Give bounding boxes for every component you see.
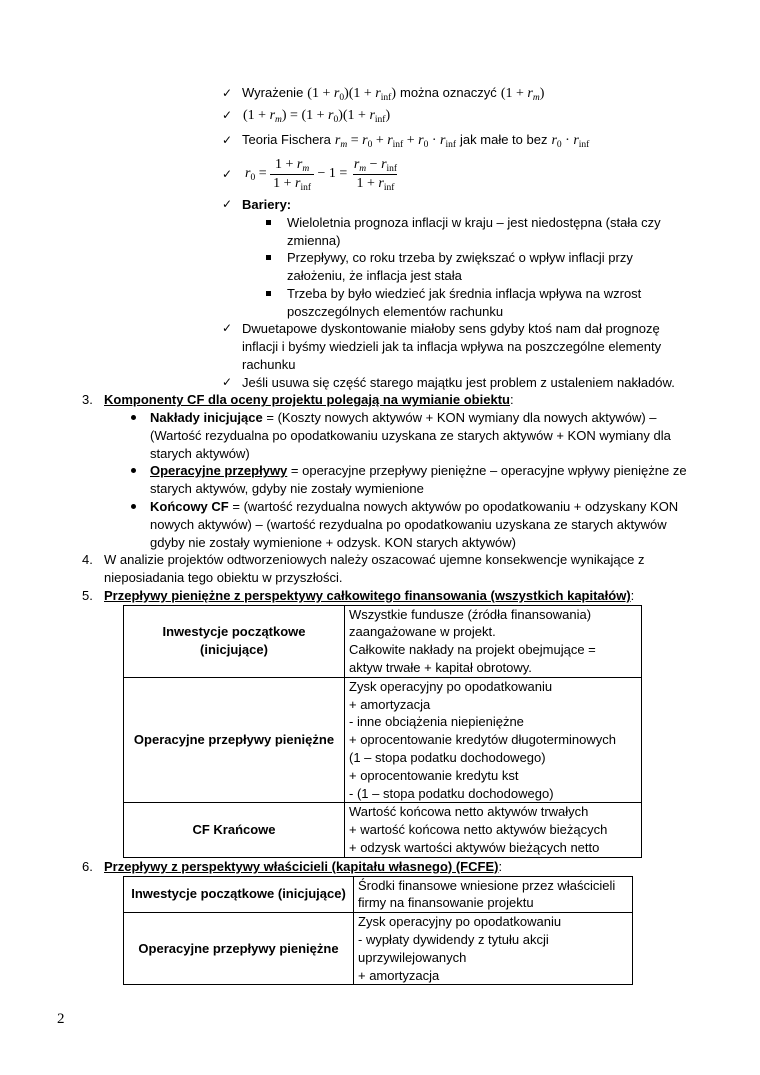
section-text: W analizie projektów odtworzeniowych należy oszacować ujemne konsekwencje wynikające z [104,552,645,568]
check-icon [222,106,232,124]
section-heading [104,858,502,876]
formula-item-expression [0,84,760,102]
fraction-denominator [270,174,314,192]
barrier-text: Przepływy, co roku trzeba by zwiększać o wpływ inflacji przy [287,250,633,266]
math-variable: r [527,86,533,101]
row-label-cell [124,876,354,913]
math-operator: 1 + [356,175,379,191]
section-title: Przepływy z perspektywy właścicieli (kapitału własnego) (FCFE) [104,858,499,874]
math-operator: ) [539,86,545,101]
math-operator: · [428,133,441,148]
row-content-line: zaangażowane w projekt. [349,624,496,640]
round-bullet-icon [131,468,136,473]
fraction-denominator [353,174,397,192]
math-variable: r [245,166,251,181]
barrier-item [0,214,760,232]
row-content-line: + amortyzacja [358,967,440,983]
section-number: 3. [82,392,93,408]
barrier-item-continued [0,232,760,250]
square-bullet-icon [266,220,271,225]
row-content-line: aktyw trwałe + kapitał obrotowy. [349,660,532,675]
math-subscript: m [275,115,282,125]
fraction [351,157,400,192]
row-content-line: Środki finansowe wniesione przez właścicieli [358,877,616,893]
formula-expression [314,166,351,182]
table-row [124,605,642,677]
math-subscript: m [340,140,348,150]
math-operator: )(1 + [344,86,376,101]
math-operator: (1 + [307,86,334,101]
barrier-item-continued [0,267,760,285]
row-content-line: + oprocentowanie kredytów długoterminowych [349,732,617,748]
section-title-colon: : [630,587,635,603]
row-label-cell [124,803,345,857]
row-label: Operacyjne przepływy pieniężne [138,940,339,956]
math-variable: r [387,133,393,148]
math-variable: r [440,133,446,148]
math-variable: r [353,156,360,172]
section-heading [104,587,634,605]
note-item-continued [0,356,760,374]
row-content-line: - (1 – stopa podatku dochodowego) [349,785,554,801]
formula-label: można oznaczyć [399,85,497,100]
section-title-colon: : [498,858,503,874]
formula-label: Teoria Fischera [242,132,331,147]
component-item [0,498,760,516]
math-variable: r [334,133,341,148]
math-operator: + [403,133,419,148]
note-item [0,320,760,338]
math-operator: )(1 + [338,108,370,123]
row-label: Operacyjne przepływy pieniężne [133,732,335,748]
row-content-line: firmy na finansowanie projektu [358,895,534,911]
math-operator: = [255,166,271,181]
formula-expression [307,86,396,101]
section-4-row-continued [0,569,760,587]
barrier-item-continued [0,303,760,321]
math-subscript: inf [380,93,392,103]
note-text: Dwuetapowe dyskontowanie miałoby sens gdyby ktoś nam dał prognozę [242,321,660,337]
row-content-line: (1 – stopa podatku dochodowego) [349,749,546,765]
component-definition: starych aktywów) [150,445,250,461]
math-subscript: inf [300,182,312,193]
row-label-cell [124,913,354,985]
section-6-heading-row [0,858,760,876]
component-item-continued [0,427,760,445]
math-subscript: inf [383,182,395,193]
row-content-line: - wypłaty dywidendy z tytułu akcji [358,931,549,947]
formula-item-text [242,84,548,103]
component-item-continued [0,534,760,552]
row-content-line: + amortyzacja [349,696,431,712]
formula-item-text [242,131,593,150]
row-content-cell [354,913,633,985]
row-content-line: - inne obciążenia niepieniężne [349,714,524,730]
section-text: nieposiadania tego obiektu w przyszłości. [104,570,343,586]
math-operator: (1 + [243,108,270,123]
row-content-line: + wartość końcowa netto aktywów bieżących [349,822,608,838]
row-content-line: Zysk operacyjny po opodatkowaniu [349,678,553,694]
math-variable: r [369,108,375,123]
section-heading [104,391,514,409]
square-bullet-icon [266,291,271,296]
row-content-cell [345,803,642,857]
fraction [270,157,314,192]
formula-label: Wyrażenie [242,85,304,100]
component-definition: = (wartość rezydualna nowych aktywów po opodatkowaniu + odzyskany KON [232,499,679,515]
component-text [150,409,657,427]
math-variable: r [269,108,276,123]
component-item [0,409,760,427]
barrier-text: założeniu, że inflacja jest stała [287,268,462,284]
barriers-heading-row [0,196,760,214]
component-definition: nowych aktywów) – (wartość rezydualna po opodatkowaniu uzyskana ze starych aktywów [150,516,667,532]
math-subscript: inf [386,163,398,174]
math-operator: · [561,133,574,148]
math-subscript: 0 [556,140,562,150]
math-subscript: m [302,163,310,174]
table-row [124,913,633,985]
row-content-line: + odzysk wartości aktywów bieżących netto [349,839,600,855]
formula-expression [551,133,589,148]
row-content-line: Wartość końcowa netto aktywów trwałych [349,804,589,820]
row-label-cell [124,605,345,677]
component-definition: = operacyjne przepływy pieniężne – operacyjne wpływy pieniężne ze [290,463,687,479]
note-item [0,374,760,392]
math-operator: 1 + [273,175,296,191]
section-3-heading-row [0,391,760,409]
total-financing-cash-flow-table [123,605,642,858]
check-icon [222,84,232,102]
math-subscript: m [359,163,367,174]
round-bullet-icon [131,415,136,420]
math-subscript: 0 [367,140,373,150]
component-item-continued [0,480,760,498]
math-operator: + [372,133,388,148]
note-text: inflacji i byśmy wiedzieli jak ta inflacja wpływa na poszczególne elementy [242,339,662,355]
math-subscript: inf [445,140,457,150]
math-subscript: 0 [250,173,256,183]
math-variable: r [381,156,387,172]
math-variable: r [375,86,381,101]
barrier-text: poszczególnych elementów rachunku [287,303,504,319]
row-label-cell [124,677,345,803]
row-content-cell [354,876,633,913]
formula-item-fraction [0,153,760,195]
row-content-line: Wszystkie fundusze (źródła finansowania) [349,606,592,622]
math-operator: ) [391,86,396,101]
row-label: Inwestycje początkowe [162,624,306,640]
barriers-heading: Bariery: [242,197,292,212]
row-content-line: Całkowite nakłady na projekt obejmujące = [349,642,596,658]
barrier-item [0,249,760,267]
component-text [150,498,678,516]
row-content-cell [345,605,642,677]
formula-expression [501,86,545,101]
row-content-line: Zysk operacyjny po opodatkowaniu [358,914,562,930]
component-definition: (Wartość rezydualna po opodatkowaniu uzyskana ze starych aktywów + KON wymiany dla [150,427,671,443]
math-subscript: m [532,93,540,103]
formula-item-equation [0,106,760,124]
section-title: Przepływy pieniężne z perspektywy całkowitego finansowania (wszystkich kapitałów) [104,587,631,603]
row-content-line: + oprocentowanie kredytu kst [349,767,519,783]
component-definition: gdyby nie zostały wymienione + odzysk. KON starych aktywów) [150,534,516,550]
formula-expression [245,166,270,182]
table-row [124,677,642,803]
formula-item-fisher [0,131,760,149]
component-definition: = (Koszty nowych aktywów + KON wymiany dla nowych aktywów) – [266,410,657,426]
math-variable: r [333,86,340,101]
section-4-row [0,551,760,569]
component-term: Nakłady inicjujące [150,410,263,426]
row-label: CF Krańcowe [192,822,276,838]
table-row [124,803,642,857]
math-variable: r [295,175,301,191]
fraction-numerator [272,157,312,174]
check-icon [222,196,232,214]
barrier-text: Wieloletnia prognoza inflacji w kraju – jest niedostępna (stała czy [287,214,661,230]
row-label: Inwestycje początkowe (inicjujące) [131,886,346,902]
math-subscript: inf [578,140,590,150]
math-subscript: 0 [333,115,339,125]
formula-expression [243,108,390,123]
component-item [0,462,760,480]
math-subscript: inf [374,115,386,125]
component-term: Końcowy CF [150,499,229,515]
note-text: rachunku [242,356,296,372]
math-variable: r [551,133,557,148]
component-definition: starych aktywów, gdyby nie zostały wymienione [150,481,424,497]
section-title-colon: : [509,392,514,408]
math-subscript: 0 [423,140,429,150]
math-variable: r [328,108,334,123]
row-content-line: uprzywilejowanych [358,949,467,965]
row-content-cell [345,677,642,803]
math-operator: ) [385,108,391,123]
math-variable: r [362,133,368,148]
table-row [124,876,633,913]
round-bullet-icon [131,504,136,509]
barrier-text: Trzeba by było wiedzieć jak średnia inflacja wpływa na wzrost [287,285,642,301]
check-icon [222,165,232,183]
fraction-formula [245,153,400,195]
math-variable: r [573,133,579,148]
math-operator: (1 + [500,86,528,101]
barrier-text: zmienna) [287,232,341,248]
section-number: 6. [82,858,93,874]
component-text [150,462,687,480]
notes-body [0,196,760,985]
section-title: Komponenty CF dla oceny projektu polegają na wymianie obiektu [104,392,510,408]
component-term: Operacyjne przepływy [150,463,288,479]
component-item-continued [0,445,760,463]
math-variable: r [296,156,303,172]
note-item-continued [0,338,760,356]
barrier-item [0,285,760,303]
section-5-heading-row [0,587,760,605]
section-number: 4. [82,552,93,568]
math-subscript: 0 [339,93,345,103]
math-operator: − [366,156,382,172]
math-variable: r [378,175,384,191]
math-operator: 1 + [274,156,297,172]
page-number: 2 [57,1011,65,1027]
math-operator: − 1 = [314,166,351,181]
math-operator: ) = (1 + [281,108,329,123]
formula-item-text [242,106,394,125]
math-variable: r [418,133,424,148]
square-bullet-icon [266,255,271,260]
fraction-numerator [351,157,400,174]
note-text: Jeśli usuwa się część starego majątku jest problem z ustaleniem nakładów. [242,374,675,390]
check-icon [222,131,232,149]
section-number: 5. [82,587,93,603]
component-item-continued [0,516,760,534]
math-operator: = [347,133,363,148]
math-subscript: inf [392,140,404,150]
row-label: (inicjujące) [200,642,268,658]
equity-cash-flow-table [123,876,633,986]
formula-label: jak małe to bez [460,132,548,147]
check-icon [222,320,232,338]
formula-expression [335,133,456,148]
check-icon [222,374,232,392]
